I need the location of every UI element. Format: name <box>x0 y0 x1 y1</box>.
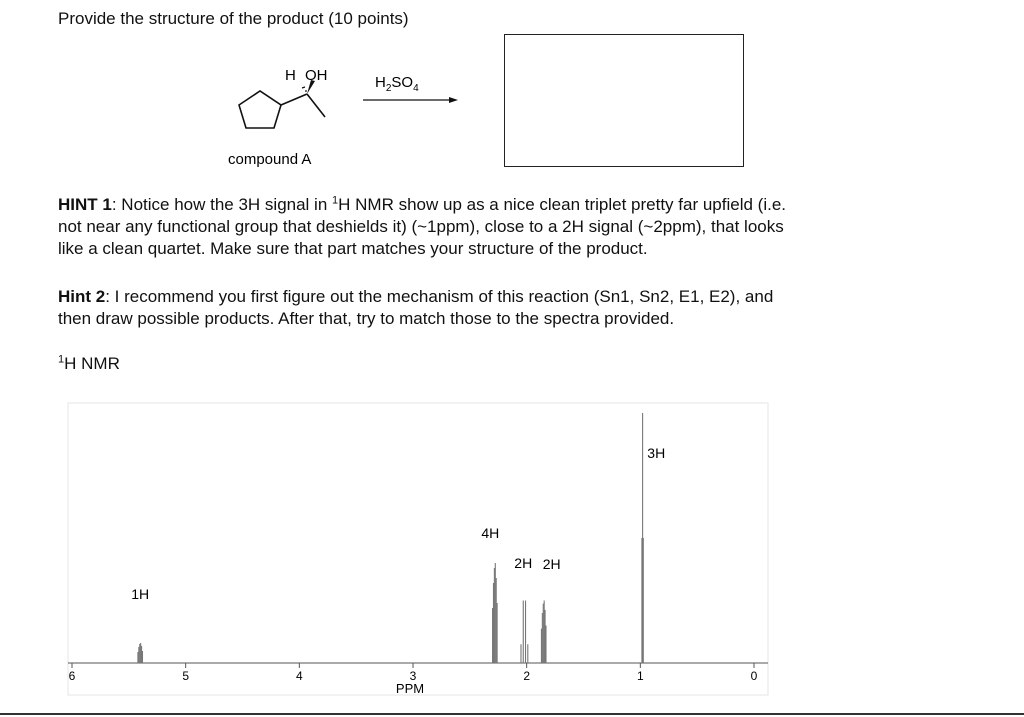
arrow-head <box>449 97 458 103</box>
integration-label: 1H <box>131 586 150 602</box>
nmr-heading: $^1$H NMR <box>58 353 120 373</box>
nmr-peak <box>541 601 546 664</box>
x-tick-label: 6 <box>68 669 76 683</box>
nmr-spectrum <box>60 395 780 700</box>
x-tick-label: 5 <box>182 669 190 683</box>
x-tick-label: 2 <box>523 669 531 683</box>
integration-label: 2H <box>514 555 533 571</box>
x-axis-label: PPM <box>395 681 425 696</box>
answer-box[interactable] <box>504 34 744 167</box>
nmr-peak <box>521 601 528 664</box>
integration-labels <box>131 445 665 602</box>
compound-label: compound A <box>228 151 312 168</box>
carbinol-to-methyl-bond <box>307 94 325 117</box>
integration-label: 2H <box>542 556 561 572</box>
hint-2: Hint 2: I recommend you first figure out the mechanism of this reaction (Sn1, Sn2, E1, E2), and then draw possible products. After that, try to match those to the spectra provided. <box>58 287 774 328</box>
x-tick-label: 0 <box>750 669 758 683</box>
bottom-rule <box>0 713 1024 715</box>
h-atom-label: H <box>285 67 296 84</box>
spectrum-peaks <box>138 413 643 663</box>
x-tick-label: 4 <box>295 669 303 683</box>
h-hashed-bond <box>302 87 307 91</box>
x-tick-label: 3 <box>409 669 417 683</box>
integration-label: 4H <box>481 525 500 541</box>
hint-1: HINT 1: Notice how the 3H signal in $^1$H NMR show up as a nice clean triplet pretty far upfield (i.e. not near any functional group that deshields it) (~1ppm), close to a 2H signal (~2ppm), that looks like a clean quartet. Make sure that part matches your structure of the product. <box>58 194 787 258</box>
cyclopentane-ring <box>239 91 281 128</box>
reagent-label: $H_2SO_4$ <box>375 74 419 94</box>
x-tick-label: 1 <box>636 669 644 683</box>
reaction-scheme <box>225 60 485 170</box>
oh-group-label: OH <box>305 67 328 84</box>
question-title: Provide the structure of the product (10 points) <box>58 9 409 28</box>
x-axis-ticks <box>69 663 758 683</box>
integration-label: 3H <box>647 445 666 461</box>
nmr-peak <box>493 563 498 663</box>
ring-to-carbinol-bond <box>281 94 307 105</box>
nmr-peak <box>642 413 643 663</box>
nmr-peak <box>138 643 143 663</box>
